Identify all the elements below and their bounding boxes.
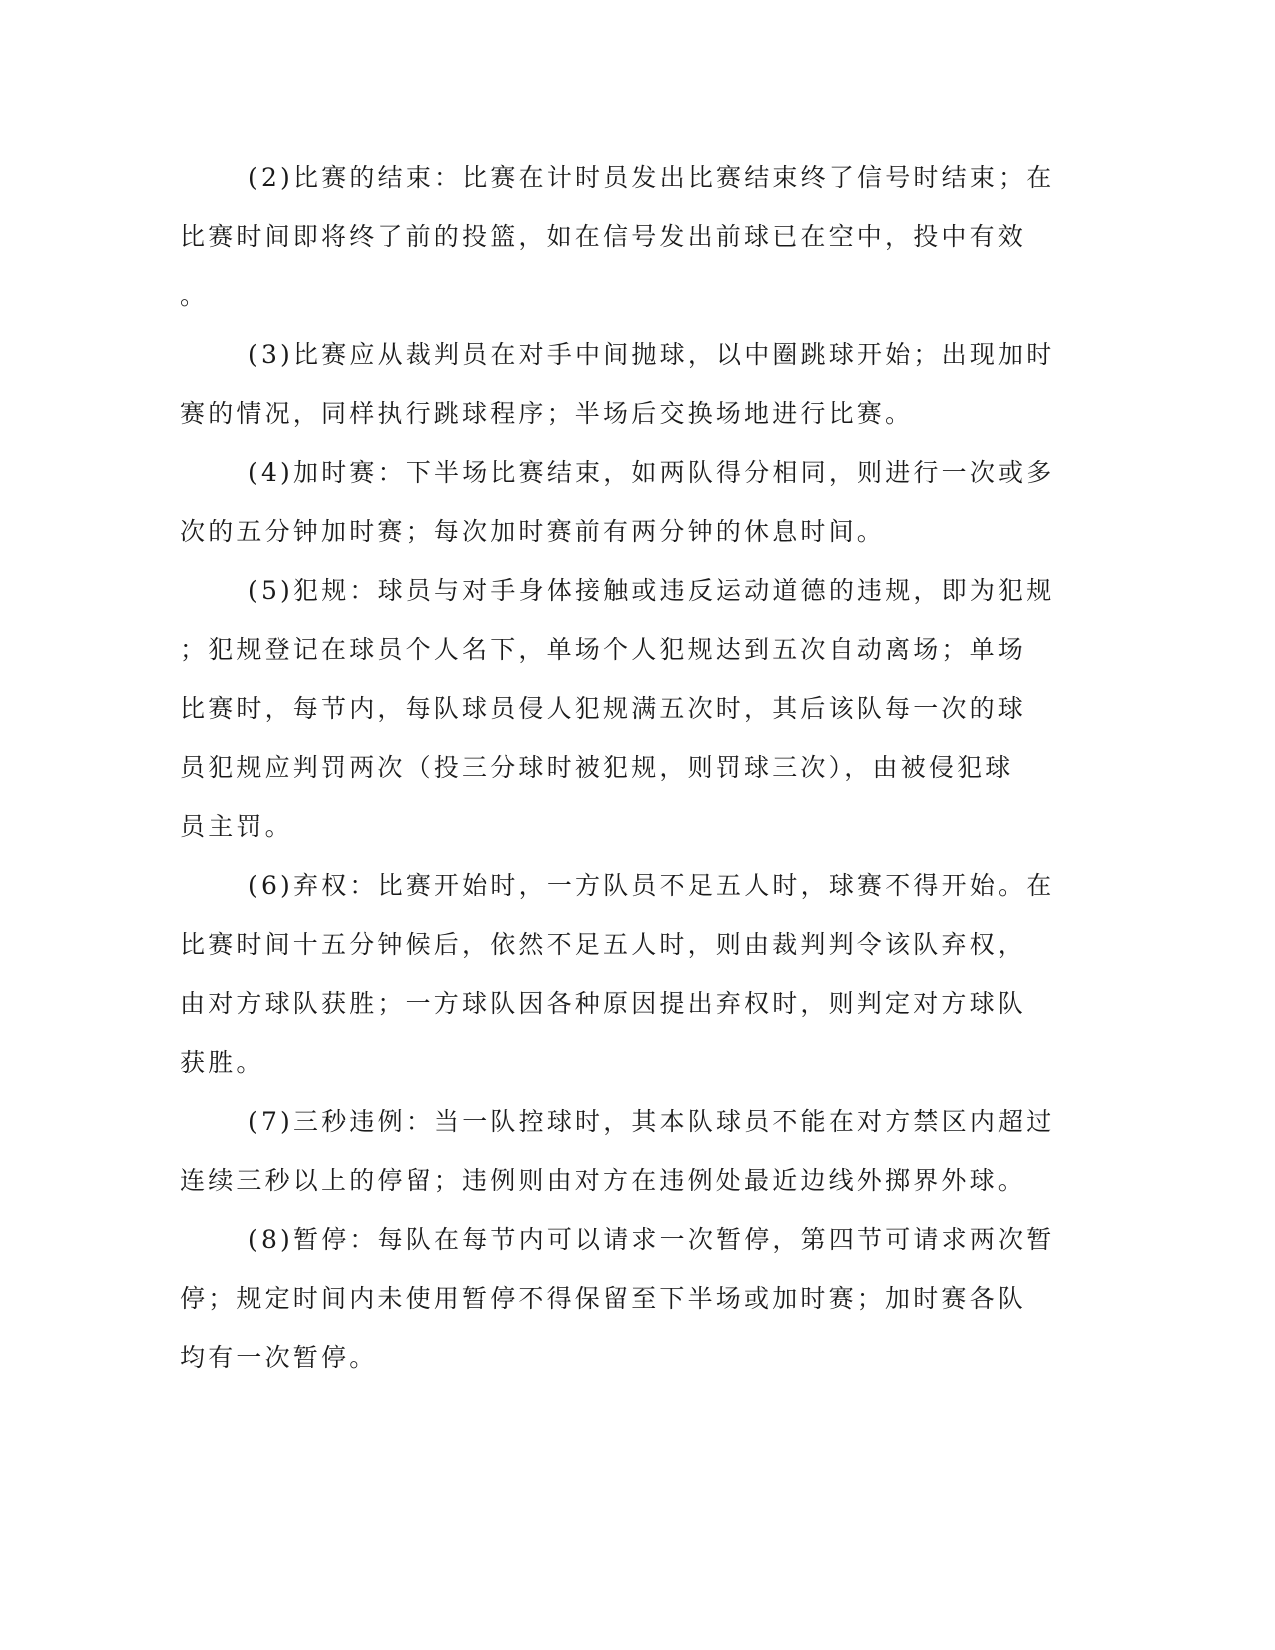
- text-line: 由对方球队获胜；一方球队因各种原因提出弃权时，则判定对方球队: [180, 989, 1027, 1018]
- text-line: 比赛时，每节内，每队球员侵人犯规满五次时，其后该队每一次的球: [180, 694, 1027, 723]
- text-line: 。: [180, 281, 209, 310]
- text-line: ；犯规登记在球员个人名下，单场个人犯规达到五次自动离场；单场: [180, 635, 1027, 664]
- text-line: 赛的情况，同样执行跳球程序；半场后交换场地进行比赛。: [180, 399, 914, 428]
- text-line: (3)比赛应从裁判员在对手中间抛球，以中圈跳球开始；出现加时: [248, 340, 1055, 369]
- text-line: (7)三秒违例：当一队控球时，其本队球员不能在对方禁区内超过: [248, 1107, 1055, 1136]
- text-line: 比赛时间十五分钟候后，依然不足五人时，则由裁判判令该队弃权，: [180, 930, 1027, 959]
- paragraph-match-end: [180, 148, 1055, 325]
- paragraph-timeout: [180, 1210, 1055, 1387]
- text-line: 员主罚。: [180, 812, 293, 841]
- paragraph-overtime: [180, 443, 1055, 561]
- paragraph-three-seconds: [180, 1092, 1055, 1210]
- text-line: (8)暂停：每队在每节内可以请求一次暂停，第四节可请求两次暂: [248, 1225, 1055, 1254]
- text-line: 均有一次暂停。: [180, 1343, 378, 1372]
- text-line: 连续三秒以上的停留；违例则由对方在违例处最近边线外掷界外球。: [180, 1166, 1027, 1195]
- paragraph-jump-ball: [180, 325, 1055, 443]
- text-line: (5)犯规：球员与对手身体接触或违反运动道德的违规，即为犯规: [248, 576, 1055, 605]
- text-line: 比赛时间即将终了前的投篮，如在信号发出前球已在空中，投中有效: [180, 222, 1027, 251]
- paragraph-fouls: [180, 561, 1055, 856]
- text-line: 次的五分钟加时赛；每次加时赛前有两分钟的休息时间。: [180, 517, 886, 546]
- text-line: (4)加时赛：下半场比赛结束，如两队得分相同，则进行一次或多: [248, 458, 1055, 487]
- text-line: 获胜。: [180, 1048, 265, 1077]
- text-line: 停；规定时间内未使用暂停不得保留至下半场或加时赛；加时赛各队: [180, 1284, 1027, 1313]
- document-page: [180, 148, 1055, 1387]
- text-line: (2)比赛的结束：比赛在计时员发出比赛结束终了信号时结束；在: [248, 163, 1055, 192]
- text-line: (6)弃权：比赛开始时，一方队员不足五人时，球赛不得开始。在: [248, 871, 1055, 900]
- text-line: 员犯规应判罚两次（投三分球时被犯规，则罚球三次），由被侵犯球: [180, 753, 1014, 782]
- paragraph-forfeit: [180, 856, 1055, 1092]
